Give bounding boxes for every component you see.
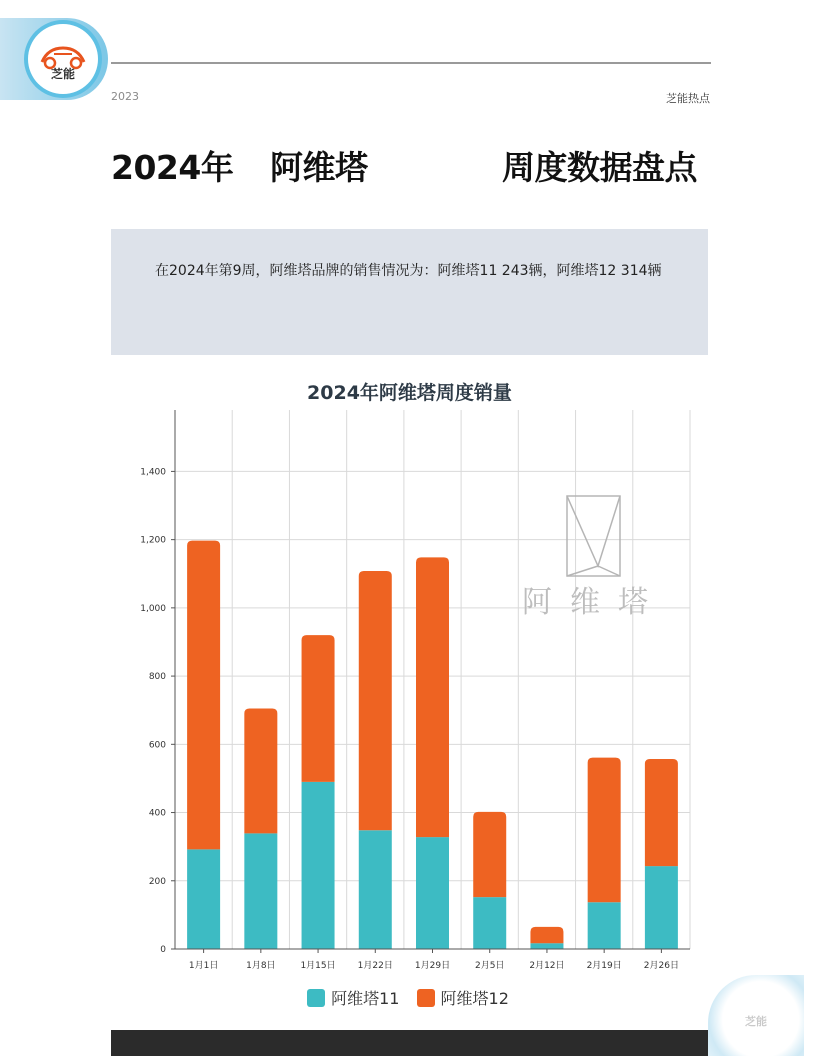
footer-bar — [111, 1030, 711, 1056]
corner-logo-text: 芝能 — [745, 1015, 767, 1028]
bar-series2 — [359, 571, 392, 830]
legend-swatch-series1 — [307, 989, 325, 1007]
x-tick-label: 1月22日 — [357, 961, 393, 971]
x-tick-label: 1月29日 — [414, 961, 451, 971]
x-tick-label: 1月8日 — [246, 961, 276, 971]
bar-series2 — [187, 541, 220, 850]
y-tick-label: 1,000 — [140, 603, 166, 614]
legend-label-series2: 阿维塔12 — [440, 989, 509, 1008]
bar-series1 — [588, 902, 621, 949]
bar-series1 — [244, 833, 277, 949]
legend-label-series1: 阿维塔11 — [331, 989, 400, 1008]
page-title-year: 2024年 — [111, 148, 234, 187]
bar-series2 — [588, 758, 621, 903]
x-tick-label: 1月1日 — [188, 961, 219, 971]
summary-text: 在2024年第9周，阿维塔品牌的销售情况为：阿维塔11 243辆，阿维塔12 314辆 — [155, 263, 662, 279]
x-axis-ticks — [189, 949, 679, 971]
x-tick-label: 2月19日 — [586, 961, 622, 971]
y-tick-label: 600 — [148, 740, 166, 751]
bar-series1 — [645, 866, 678, 949]
legend-swatch-series2 — [417, 989, 435, 1007]
x-tick-label: 2月5日 — [474, 961, 505, 971]
bar-series2 — [530, 927, 563, 943]
corner-brand-logo — [708, 975, 804, 1056]
bar-series1 — [530, 943, 563, 949]
x-tick-label: 2月12日 — [529, 961, 565, 971]
bar-series2 — [645, 759, 678, 866]
brand-watermark — [522, 496, 666, 620]
bar-series1 — [473, 897, 506, 949]
bar-series1 — [416, 837, 449, 949]
y-tick-label: 1,200 — [140, 535, 166, 546]
page-title-topic: 周度数据盘点 — [502, 148, 697, 187]
logo-text: 芝能 — [50, 67, 75, 81]
y-tick-label: 400 — [148, 808, 166, 819]
chart-legend — [0, 986, 816, 1011]
bar-series1 — [187, 849, 220, 949]
page-title-brand: 阿维塔 — [270, 148, 368, 187]
bar-series2 — [244, 708, 277, 833]
x-tick-label: 1月15日 — [300, 961, 336, 971]
y-tick-label: 1,400 — [140, 467, 166, 478]
chart-title: 2024年阿维塔周度销量 — [307, 382, 512, 404]
legend-item-series1 — [307, 986, 399, 1009]
y-tick-label: 200 — [148, 876, 166, 887]
header-section: 芝能热点 — [666, 92, 710, 105]
x-tick-label: 2月26日 — [643, 961, 679, 971]
bar-series2 — [302, 635, 335, 782]
bar-series1 — [359, 830, 392, 949]
bar-series2 — [416, 557, 449, 837]
bar-series2 — [473, 812, 506, 897]
header-year: 2023 — [111, 90, 139, 103]
watermark-text: 阿维塔 — [522, 585, 666, 620]
y-tick-label: 0 — [160, 945, 166, 955]
y-tick-label: 800 — [148, 672, 166, 683]
y-axis-ticks — [140, 467, 175, 955]
bar-series1 — [302, 782, 335, 949]
legend-item-series2 — [417, 986, 509, 1009]
